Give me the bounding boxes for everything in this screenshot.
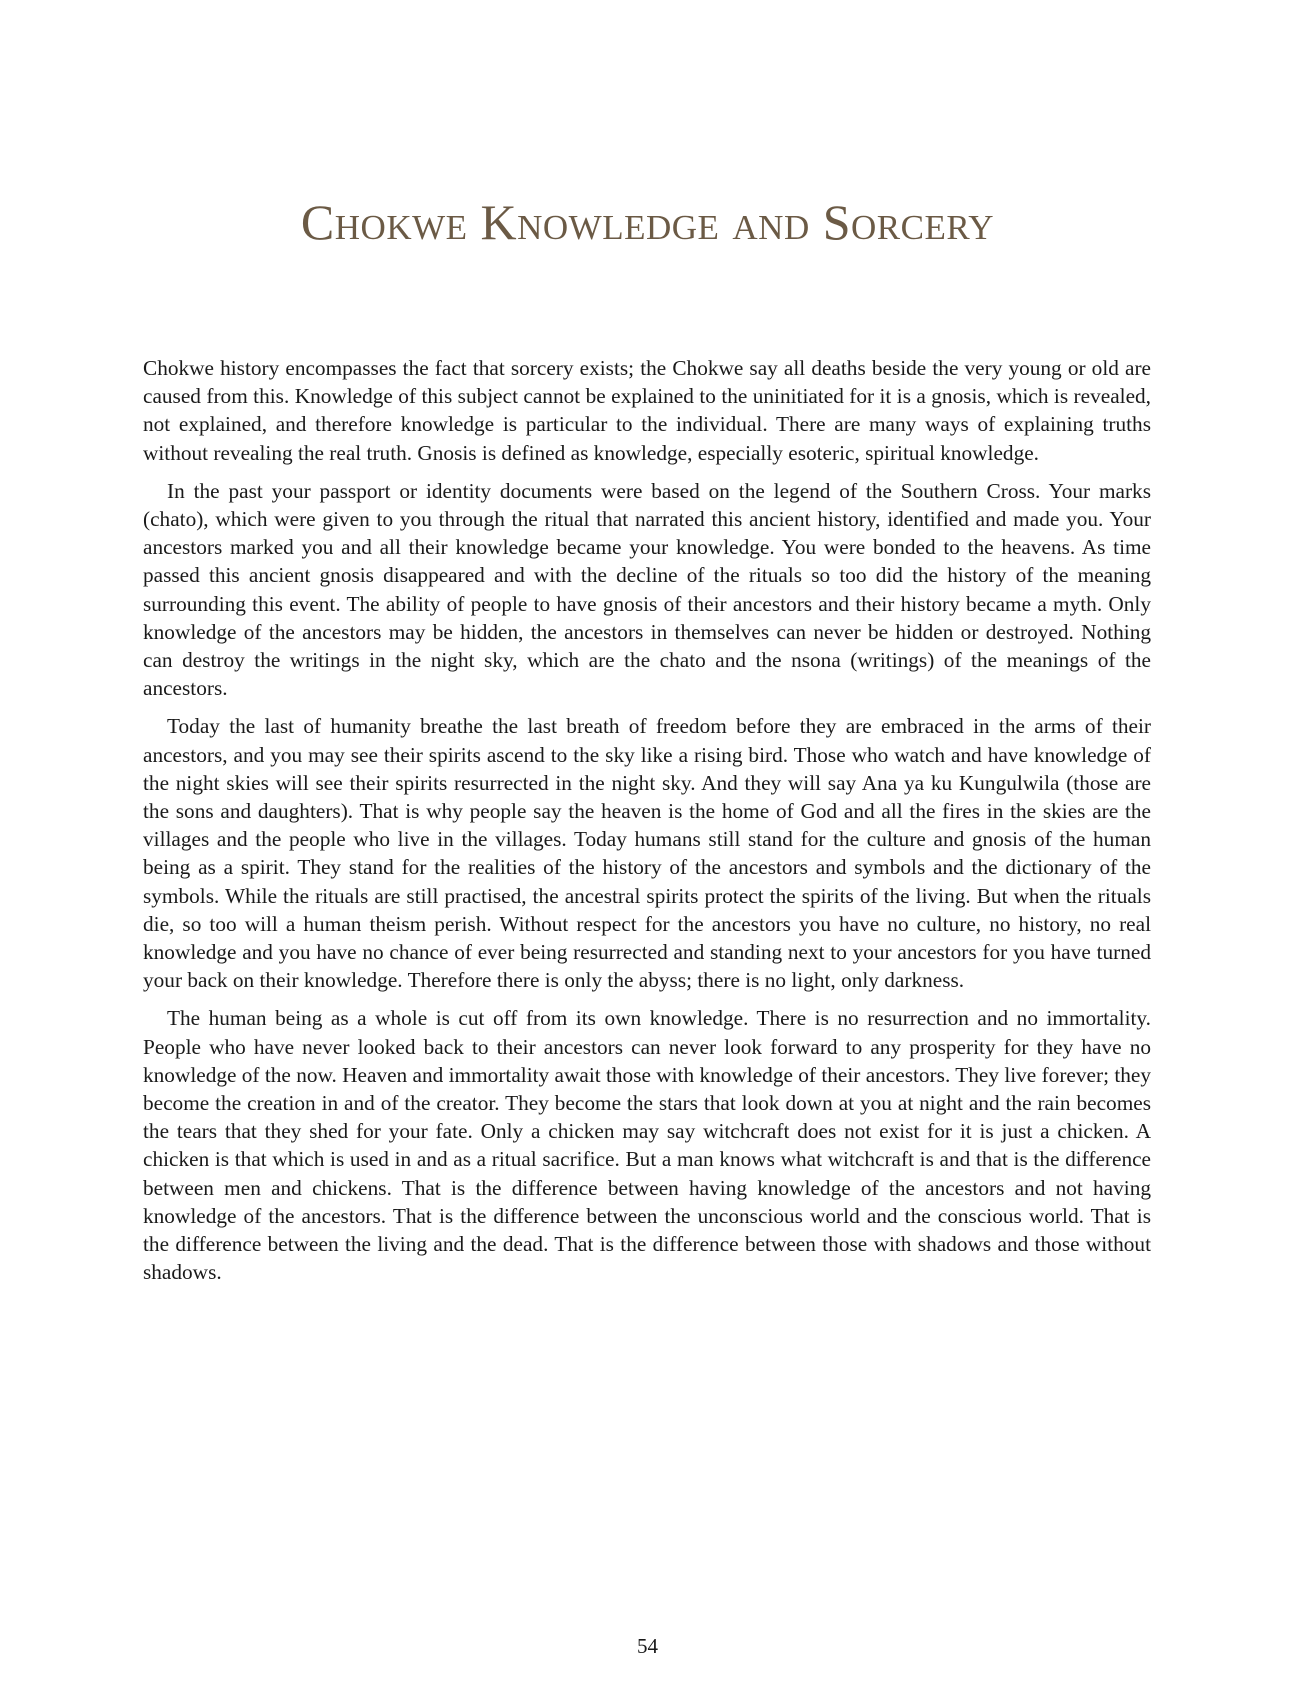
- paragraph-3: Today the last of humanity breathe the last breath of freedom before they are embraced in the arms of their ancestors, and you may see their spirits ascend to the sky like a rising bird. Those who watch and have knowledge of the night skies will see their spirits resurrected in the night sky. And they will say Ana ya ku Kungulwila (those are the sons and daughters). That is why people say the heaven is the home of God and all the fires in the skies are the villages and the people who live in the villages. Today humans still stand for the culture and gnosis of the human being as a spirit. They stand for the realities of the history of the ancestors and symbols and the dictionary of the symbols. While the rituals are still practised, the ancestral spirits protect the spirits of the living. But when the rituals die, so too will a human theism perish. Without respect for the ancestors you have no culture, no history, no real knowledge and you have no chance of ever being resurrected and standing next to your ancestors for you have turned your back on their knowledge. Therefore there is only the abyss; there is no light, only darkness.: [143, 714, 1151, 993]
- page-number: 54: [637, 1634, 658, 1658]
- paragraph-1: Chokwe history encompasses the fact that sorcery exists; the Chokwe say all deaths beside the very young or old are caused from this. Knowledge of this subject cannot be explained to the uninitiated for it is a gnosis, which is revealed, not explained, and therefore knowledge is particular to the individual. There are many ways of explaining truths without revealing the real truth. Gnosis is defined as knowledge, especially esoteric, spiritual knowledge.: [143, 356, 1151, 465]
- chapter-title: Chokwe Knowledge and Sorcery: [300, 194, 995, 250]
- body-text: [143, 354, 1151, 1297]
- paragraph-4: The human being as a whole is cut off from its own knowledge. There is no resurrection and no immortality. People who have never looked back to their ancestors can never look forward to any prosperity for they have no knowledge of the now. Heaven and immortality await those with knowledge of their ancestors. They live forever; they become the creation in and of the creator. They become the stars that look down at you at night and the rain becomes the tears that they shed for your fate. Only a chicken may say witchcraft does not exist for it is just a chicken. A chicken is that which is used in and as a ritual sacrifice. But a man knows what witchcraft is and that is the difference between men and chickens. That is the difference between having knowledge of the ancestors and not having knowledge of the ancestors. That is the difference between the unconscious world and the conscious world. That is the difference between the living and the dead. That is the difference between those with shadows and those without shadows.: [143, 1006, 1151, 1285]
- paragraph-2: In the past your passport or identity documents were based on the legend of the Southern Cross. Your marks (chato), which were given to you through the ritual that narrated this ancient history, identified and made you. Your ancestors marked you and all their knowledge became your knowledge. You were bonded to the heavens. As time passed this ancient gnosis disappeared and with the decline of the rituals so too did the history of the meaning surrounding this event. The ability of people to have gnosis of their ancestors and their history became a myth. Only knowledge of the ancestors may be hidden, the ancestors in themselves can never be hidden or destroyed. Nothing can destroy the writings in the night sky, which are the chato and the nsona (writings) of the meanings of the ancestors.: [143, 478, 1151, 701]
